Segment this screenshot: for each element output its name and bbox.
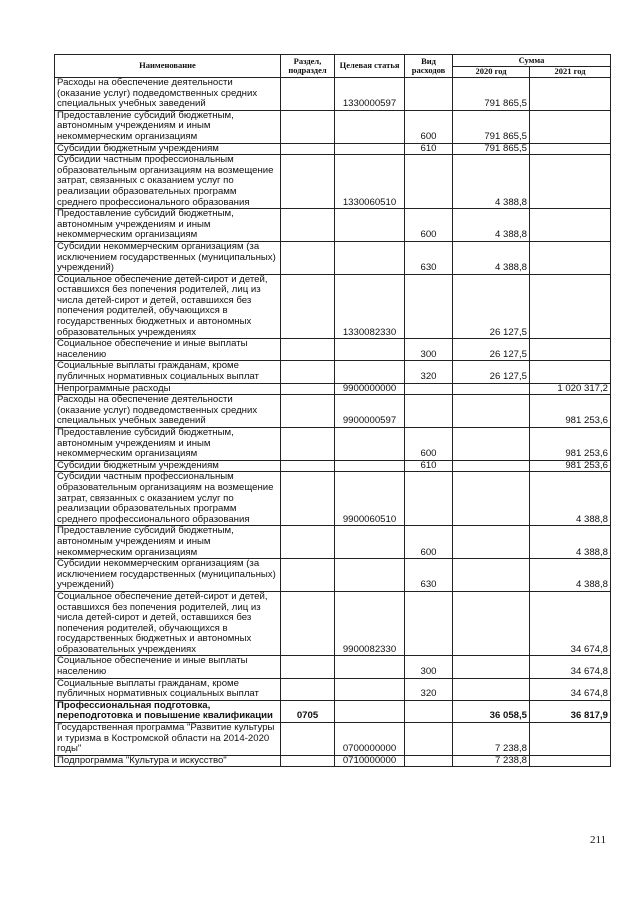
row-sum-2020: 791 865,5 [453, 78, 530, 111]
row-sum-2020 [453, 395, 530, 428]
row-target [335, 559, 405, 592]
row-sum-2021 [530, 723, 611, 756]
row-sum-2020 [453, 472, 530, 526]
row-section [281, 559, 335, 592]
row-name: Социальное обеспечение детей-сирот и детей, оставшихся без попечения родителей, лиц из числа детей-сирот и детей, оставшихся без попечения родителей, обучающихся в государственных бюджетных и автономных образовательных учреждениях [55, 274, 281, 339]
row-section [281, 339, 335, 361]
row-type: 630 [405, 559, 453, 592]
row-target [335, 209, 405, 242]
row-sum-2020 [453, 559, 530, 592]
row-sum-2021 [530, 110, 611, 143]
row-target [335, 656, 405, 678]
row-section [281, 383, 335, 395]
row-section [281, 472, 335, 526]
row-section [281, 591, 335, 656]
row-section [281, 155, 335, 209]
row-target: 9900060510 [335, 472, 405, 526]
row-sum-2021: 981 253,6 [530, 395, 611, 428]
table-row [55, 383, 611, 395]
row-sum-2020: 4 388,8 [453, 209, 530, 242]
row-section [281, 361, 335, 383]
row-target: 9900082330 [335, 591, 405, 656]
row-section [281, 395, 335, 428]
page-number: 211 [590, 834, 607, 846]
row-name: Субсидии частным профессиональным образовательным организациям на возмещение затрат, связанных с оказанием услуг по реализации образовательных программ среднего профессионального образования [55, 472, 281, 526]
row-name: Субсидии бюджетным учреждениям [55, 143, 281, 155]
row-sum-2020 [453, 591, 530, 656]
row-type [405, 383, 453, 395]
row-target: 1330060510 [335, 155, 405, 209]
header-section: Раздел, подраздел [281, 55, 335, 78]
row-sum-2021: 34 674,8 [530, 678, 611, 700]
row-sum-2021: 981 253,6 [530, 428, 611, 461]
table-row [55, 155, 611, 209]
row-type [405, 155, 453, 209]
row-name: Социальные выплаты гражданам, кроме публичных нормативных социальных выплат [55, 678, 281, 700]
row-type: 300 [405, 339, 453, 361]
row-section [281, 460, 335, 472]
row-sum-2021: 34 674,8 [530, 656, 611, 678]
row-section [281, 209, 335, 242]
row-type [405, 274, 453, 339]
header-target: Целевая статья [335, 55, 405, 78]
row-sum-2020: 4 388,8 [453, 155, 530, 209]
row-type: 600 [405, 209, 453, 242]
row-target [335, 143, 405, 155]
row-target: 0700000000 [335, 723, 405, 756]
header-sum: Сумма [453, 55, 611, 67]
row-type: 600 [405, 526, 453, 559]
row-name: Предоставление субсидий бюджетным, автономным учреждениям и иным некоммерческим организациям [55, 110, 281, 143]
row-type [405, 700, 453, 722]
row-sum-2021: 36 817,9 [530, 700, 611, 722]
row-name: Субсидии некоммерческим организациям (за исключением государственных (муниципальных) учреждений) [55, 559, 281, 592]
row-sum-2020: 26 127,5 [453, 339, 530, 361]
table-row [55, 395, 611, 428]
row-type [405, 78, 453, 111]
row-target [335, 361, 405, 383]
row-sum-2020: 4 388,8 [453, 241, 530, 274]
header-name: Наименование [55, 55, 281, 78]
row-section [281, 678, 335, 700]
row-section: 0705 [281, 700, 335, 722]
table-row [55, 723, 611, 756]
table-row [55, 591, 611, 656]
row-name: Социальные выплаты гражданам, кроме публичных нормативных социальных выплат [55, 361, 281, 383]
table-row [55, 526, 611, 559]
row-target [335, 460, 405, 472]
row-name: Субсидии бюджетным учреждениям [55, 460, 281, 472]
row-section [281, 428, 335, 461]
row-sum-2021: 4 388,8 [530, 526, 611, 559]
table-row [55, 143, 611, 155]
row-sum-2020 [453, 383, 530, 395]
table-row [55, 472, 611, 526]
row-sum-2021 [530, 361, 611, 383]
row-name: Субсидии частным профессиональным образовательным организациям на возмещение затрат, связанных с оказанием услуг по реализации образовательных программ среднего профессионального образования [55, 155, 281, 209]
row-sum-2021: 4 388,8 [530, 559, 611, 592]
row-sum-2020 [453, 656, 530, 678]
row-type: 630 [405, 241, 453, 274]
row-section [281, 723, 335, 756]
row-name: Предоставление субсидий бюджетным, автономным учреждениям и иным некоммерческим организациям [55, 526, 281, 559]
row-sum-2021 [530, 755, 611, 767]
row-target [335, 526, 405, 559]
row-sum-2020: 7 238,8 [453, 723, 530, 756]
table-row [55, 339, 611, 361]
row-name: Социальное обеспечение и иные выплаты населению [55, 656, 281, 678]
row-target [335, 428, 405, 461]
table-row [55, 460, 611, 472]
row-type: 610 [405, 460, 453, 472]
header-year-2020: 2020 год [453, 67, 530, 78]
row-target [335, 700, 405, 722]
row-sum-2020: 7 238,8 [453, 755, 530, 767]
row-sum-2020 [453, 526, 530, 559]
row-sum-2021 [530, 78, 611, 111]
row-name: Социальное обеспечение и иные выплаты населению [55, 339, 281, 361]
table-row [55, 755, 611, 767]
table-row [55, 110, 611, 143]
table-row [55, 78, 611, 111]
row-name: Предоставление субсидий бюджетным, автономным учреждениям и иным некоммерческим организациям [55, 209, 281, 242]
row-sum-2021 [530, 241, 611, 274]
row-target: 0710000000 [335, 755, 405, 767]
table-row [55, 241, 611, 274]
row-sum-2021 [530, 143, 611, 155]
row-type [405, 755, 453, 767]
row-type: 600 [405, 110, 453, 143]
row-sum-2021 [530, 339, 611, 361]
row-target: 9900000597 [335, 395, 405, 428]
row-target: 1330082330 [335, 274, 405, 339]
table-row [55, 361, 611, 383]
row-section [281, 241, 335, 274]
row-sum-2020 [453, 428, 530, 461]
row-sum-2020: 791 865,5 [453, 110, 530, 143]
row-sum-2021: 1 020 317,2 [530, 383, 611, 395]
row-target [335, 241, 405, 274]
row-name: Профессиональная подготовка, переподготовка и повышение квалификации [55, 700, 281, 722]
row-sum-2021: 4 388,8 [530, 472, 611, 526]
row-sum-2020 [453, 460, 530, 472]
row-section [281, 526, 335, 559]
row-type: 320 [405, 678, 453, 700]
row-type [405, 591, 453, 656]
row-sum-2020 [453, 678, 530, 700]
table-row [55, 559, 611, 592]
row-name: Государственная программа "Развитие культуры и туризма в Костромской области на 2014-2020 годы" [55, 723, 281, 756]
row-name: Расходы на обеспечение деятельности (оказание услуг) подведомственных средних специальных учебных заведений [55, 395, 281, 428]
header-year-2021: 2021 год [530, 67, 611, 78]
table-row [55, 274, 611, 339]
row-name: Предоставление субсидий бюджетным, автономным учреждениям и иным некоммерческим организациям [55, 428, 281, 461]
row-type: 610 [405, 143, 453, 155]
row-name: Социальное обеспечение детей-сирот и детей, оставшихся без попечения родителей, лиц из числа детей-сирот и детей, оставшихся без попечения родителей, обучающихся в государственных бюджетных и автономных образовательных учреждениях [55, 591, 281, 656]
row-section [281, 755, 335, 767]
table-row [55, 209, 611, 242]
row-sum-2020: 26 127,5 [453, 274, 530, 339]
row-target: 9900000000 [335, 383, 405, 395]
row-type [405, 472, 453, 526]
row-name: Расходы на обеспечение деятельности (оказание услуг) подведомственных средних специальных учебных заведений [55, 78, 281, 111]
row-target: 1330000597 [335, 78, 405, 111]
header-type: Вид расходов [405, 55, 453, 78]
row-name: Непрограммные расходы [55, 383, 281, 395]
row-type: 600 [405, 428, 453, 461]
table-row [55, 656, 611, 678]
row-section [281, 110, 335, 143]
row-type [405, 395, 453, 428]
row-sum-2020: 791 865,5 [453, 143, 530, 155]
table-row [55, 700, 611, 722]
row-sum-2021 [530, 155, 611, 209]
table-row [55, 678, 611, 700]
row-section [281, 274, 335, 339]
row-target [335, 110, 405, 143]
budget-table [54, 54, 611, 767]
table-row [55, 428, 611, 461]
row-sum-2021 [530, 274, 611, 339]
row-sum-2020: 36 058,5 [453, 700, 530, 722]
row-type: 300 [405, 656, 453, 678]
row-section [281, 78, 335, 111]
row-target [335, 678, 405, 700]
row-type: 320 [405, 361, 453, 383]
row-sum-2020: 26 127,5 [453, 361, 530, 383]
row-sum-2021: 34 674,8 [530, 591, 611, 656]
row-section [281, 656, 335, 678]
row-type [405, 723, 453, 756]
row-name: Подпрограмма "Культура и искусство" [55, 755, 281, 767]
row-section [281, 143, 335, 155]
row-sum-2021: 981 253,6 [530, 460, 611, 472]
row-target [335, 339, 405, 361]
row-sum-2021 [530, 209, 611, 242]
row-name: Субсидии некоммерческим организациям (за исключением государственных (муниципальных) учреждений) [55, 241, 281, 274]
